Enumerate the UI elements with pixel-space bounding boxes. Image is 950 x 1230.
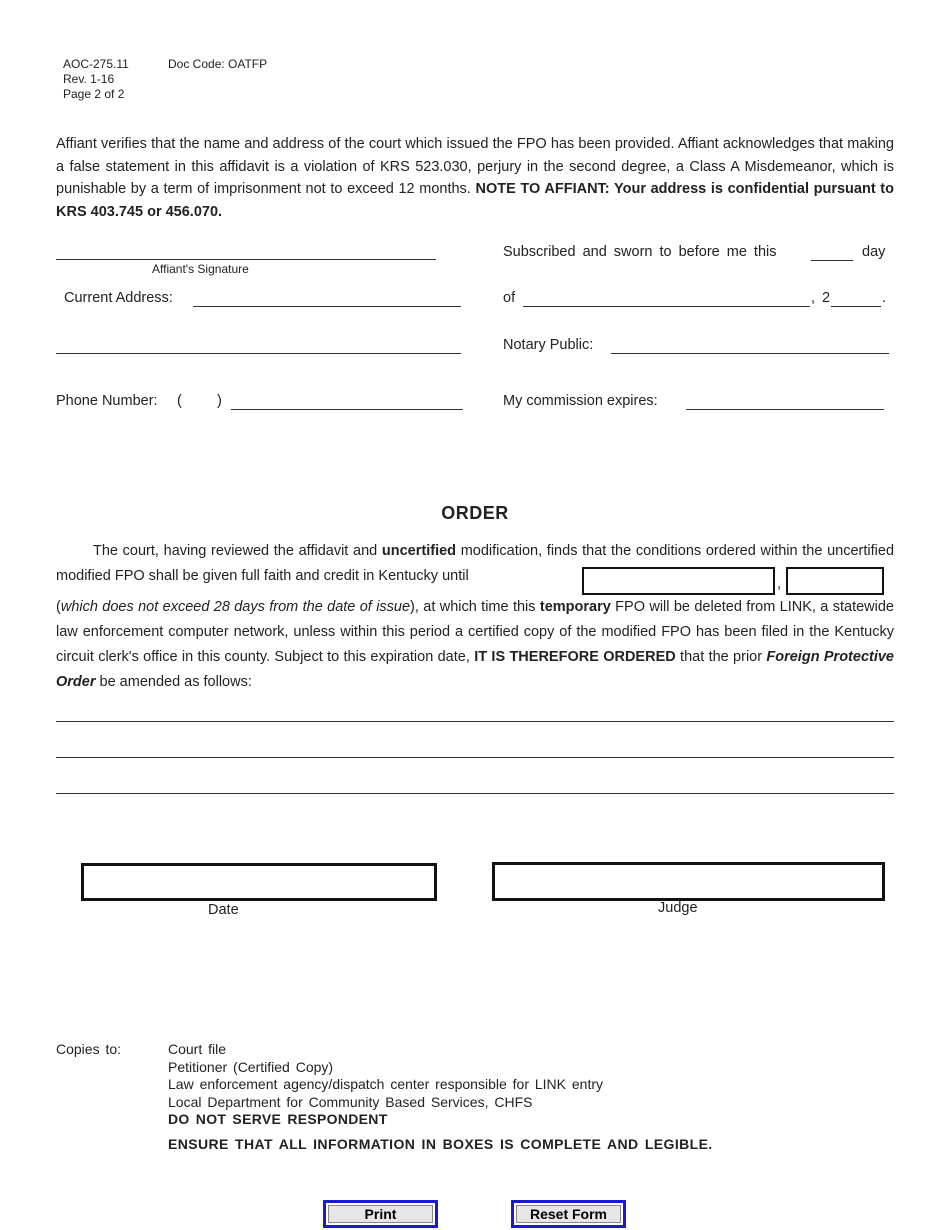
- judge-input[interactable]: [492, 862, 885, 901]
- copies-list: [168, 1041, 603, 1129]
- revision: Rev. 1-16: [63, 72, 115, 86]
- subscribed-sworn-label: Subscribed and sworn to before me this: [503, 244, 777, 260]
- order-text-4: FPO will be deleted from LINK, a statewide law enforcement computer network, unless within this period a certified copy of the modified FPO has been filed in the Kentucky circuit clerk's office in this county. Subject to this expiration date,: [56, 599, 894, 665]
- paren-open: (: [56, 599, 61, 615]
- sworn-comma: ,: [811, 290, 816, 306]
- sworn-period: .: [882, 290, 887, 306]
- current-address-line-2[interactable]: [56, 353, 461, 354]
- commission-expires-label: My commission expires:: [503, 393, 658, 409]
- copies-to-label: Copies to:: [56, 1041, 122, 1057]
- affiant-signature-label: Affiant's Signature: [152, 262, 249, 276]
- order-title: ORDER: [441, 503, 509, 523]
- uncertified-text: uncertified: [381, 543, 457, 559]
- notary-public-line[interactable]: [611, 353, 889, 354]
- day-label: day: [862, 244, 886, 260]
- copies-item: Petitioner (Certified Copy): [168, 1058, 334, 1075]
- order-text-3: ), at which time this: [410, 599, 540, 615]
- foreign-protective-order-text: Foreign Protective Order: [56, 649, 894, 690]
- amendment-line-3[interactable]: [56, 793, 894, 794]
- order-text-1: The court, having reviewed the affidavit and: [93, 543, 382, 559]
- temporary-text: temporary: [539, 599, 611, 615]
- copies-item: Law enforcement agency/dispatch center responsible for LINK entry: [168, 1076, 604, 1092]
- current-address-line-1[interactable]: [193, 306, 461, 307]
- commission-expires-line[interactable]: [686, 409, 884, 410]
- doc-code: Doc Code: OATFP: [168, 57, 268, 71]
- reset-form-button[interactable]: Reset Form: [511, 1200, 626, 1228]
- of-label: of: [503, 290, 516, 306]
- not-exceed-28-days: which does not exceed 28 days from the date of issue: [60, 599, 411, 615]
- date-label: Date: [208, 902, 239, 918]
- sworn-day-line[interactable]: [811, 260, 853, 261]
- notary-public-label: Notary Public:: [503, 337, 594, 353]
- phone-paren-close: ): [217, 393, 222, 409]
- therefore-ordered-text: IT IS THEREFORE ORDERED: [474, 649, 676, 665]
- affidavit-text: Affiant verifies that the name and address of the court which issued the FPO has been provided. Affiant acknowledges that making a false statement in this affidavit is a violation of KRS 523.030, perjury in the second degree, a Class A Misdemeanor, which is punishable by a term of imprisonment not to exceed 12 months.: [56, 136, 894, 197]
- sworn-year-line[interactable]: [831, 306, 881, 307]
- until-year-input[interactable]: [786, 567, 884, 595]
- order-text-6: be amended as follows:: [95, 674, 252, 690]
- form-number: AOC-275.11: [63, 57, 129, 71]
- sworn-month-line[interactable]: [523, 306, 810, 307]
- phone-number-label: Phone Number:: [56, 393, 158, 409]
- amendment-line-1[interactable]: [56, 721, 894, 722]
- affiant-signature-line[interactable]: [56, 259, 436, 260]
- amendment-line-2[interactable]: [56, 757, 894, 758]
- note-to-affiant: NOTE TO AFFIANT: Your address is confidential pursuant to KRS 403.745 or 456.070.: [56, 181, 894, 220]
- date-input[interactable]: [81, 863, 437, 901]
- order-paragraph-rest: [56, 595, 894, 695]
- ensure-complete-notice: ENSURE THAT ALL INFORMATION IN BOXES IS COMPLETE AND LEGIBLE.: [168, 1136, 713, 1152]
- order-text-2: modification, finds that the conditions ordered within the uncertified modified FPO shall be given full faith and credit in Kentucky until: [56, 543, 895, 584]
- print-button[interactable]: Print: [323, 1200, 438, 1228]
- year-prefix: 2: [822, 290, 831, 306]
- copies-item: Court file: [168, 1041, 227, 1057]
- copies-item: Local Department for Community Based Services, CHFS: [168, 1093, 533, 1110]
- current-address-label: Current Address:: [64, 290, 173, 306]
- do-not-serve-notice: DO NOT SERVE RESPONDENT: [168, 1111, 388, 1127]
- affidavit-paragraph: [56, 133, 894, 223]
- page-indicator: Page 2 of 2: [63, 87, 125, 101]
- order-text-5: that the prior: [675, 649, 767, 665]
- until-date-comma: ,: [777, 576, 782, 592]
- phone-paren-open: (: [177, 393, 182, 409]
- phone-number-line[interactable]: [231, 409, 463, 410]
- until-date-input[interactable]: [582, 567, 775, 595]
- judge-label: Judge: [658, 900, 698, 916]
